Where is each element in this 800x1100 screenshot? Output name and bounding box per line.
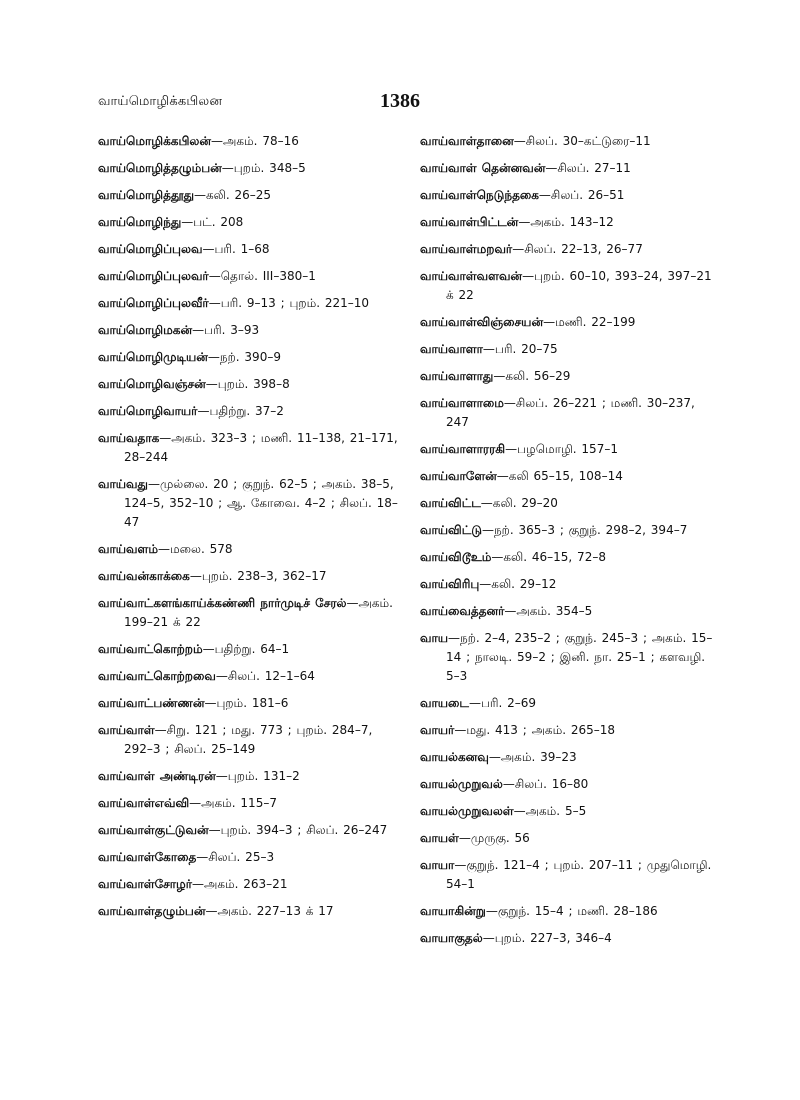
entry-separator: —: [197, 404, 210, 418]
index-entry: [420, 575, 720, 594]
entry-separator: —: [468, 696, 481, 710]
index-entry: [420, 340, 720, 359]
entry-headword: வாய்வாளேன்: [420, 469, 497, 483]
index-entry: [98, 267, 398, 286]
index-entry: [420, 267, 720, 305]
entry-references: அகம். 115–7: [201, 796, 277, 810]
entry-headword: வாய்வாள்குட்டுவன்: [98, 823, 209, 837]
entry-separator: —: [158, 542, 171, 556]
entry-references: அகம். 323–3 ; மணி. 11–138, 21–171, 28–244: [124, 431, 398, 464]
entry-separator: —: [482, 931, 495, 945]
index-entry: [98, 321, 398, 340]
entry-references: பதிற்று. 37–2: [209, 404, 284, 418]
index-entry: [420, 394, 720, 432]
entry-references: நற். 2–4, 235–2 ; குறுந். 245–3 ; அகம். 15–14 ; நாலடி. 59–2 ; இனி. நா. 25–1 ; களவழி. 5–3: [446, 631, 713, 683]
index-entry: [420, 629, 720, 686]
index-entry: [98, 240, 398, 259]
entry-references: அகம். 78–16: [223, 134, 299, 148]
entry-references: முல்லை. 20 ; குறுந். 62–5 ; அகம். 38–5, 124–5, 352–10 ; ஆ. கோவை. 4–2 ; சிலப். 18–47: [124, 477, 398, 529]
entry-separator: —: [503, 396, 516, 410]
entry-references: அகம். 227–13 க் 17: [217, 904, 334, 918]
entry-separator: —: [513, 134, 526, 148]
entry-headword: வாய்வாள்மறவர்: [420, 242, 513, 256]
entry-separator: —: [485, 904, 498, 918]
entry-headword: வாய்மொழிப்புலவ: [98, 242, 203, 256]
entry-headword: வாயல்முறுவலள்: [420, 804, 514, 818]
entry-separator: —: [159, 431, 172, 445]
entry-references: கலி 65–15, 108–14: [508, 469, 623, 483]
entry-references: பட். 208: [193, 215, 244, 229]
entry-references: அகம். 263–21: [203, 877, 288, 891]
index-entry: [420, 929, 720, 948]
entry-separator: —: [491, 550, 504, 564]
entry-headword: வாய்வதாக: [98, 431, 160, 445]
entry-separator: —: [488, 750, 501, 764]
index-entry: [420, 313, 720, 332]
entry-headword: வாயர்: [420, 723, 455, 737]
entry-headword: வாய்வாள்எவ்வி: [98, 796, 190, 810]
entry-references: மது. 413 ; அகம். 265–18: [466, 723, 616, 737]
entry-headword: வாயல்கனவு: [420, 750, 489, 764]
entry-separator: —: [454, 723, 467, 737]
entry-headword: வாய: [420, 631, 449, 645]
index-entry: [98, 132, 398, 151]
index-entry: [420, 602, 720, 621]
index-entry: [420, 802, 720, 821]
entry-headword: வாய்வளம்: [98, 542, 159, 556]
index-entry: [420, 521, 720, 540]
index-entry: [98, 767, 398, 786]
entry-headword: வாய்வைத்தனர்: [420, 604, 505, 618]
entry-references: புறம். 131–2: [227, 769, 300, 783]
entry-separator: —: [518, 215, 531, 229]
index-entry: [420, 467, 720, 486]
index-entry: [98, 902, 398, 921]
entry-references: சிலப். 22–13, 26–77: [524, 242, 643, 256]
entry-headword: வாயடை: [420, 696, 469, 710]
index-entry: [420, 775, 720, 794]
entry-references: நற். 390–9: [219, 350, 281, 364]
entry-separator: —: [479, 577, 492, 591]
entry-references: புறம். 348–5: [233, 161, 306, 175]
index-entry: [420, 856, 720, 894]
entry-headword: வாயாகின்று: [420, 904, 486, 918]
entry-references: கலி. 26–25: [206, 188, 272, 202]
entry-references: கலி. 29–12: [491, 577, 557, 591]
entry-headword: வாய்வாளாது: [420, 369, 494, 383]
index-entry: [420, 694, 720, 713]
index-entry: [98, 848, 398, 867]
index-entry: [98, 402, 398, 421]
entry-separator: —: [496, 469, 509, 483]
entry-separator: —: [346, 596, 359, 610]
index-entry: [420, 902, 720, 921]
index-entry: [98, 594, 398, 632]
entry-headword: வாய்மொழிவஞ்சன்: [98, 377, 206, 391]
index-entry: [98, 475, 398, 532]
index-entry: [420, 159, 720, 178]
index-entry: [98, 821, 398, 840]
entry-headword: வாய்மொழிமகன்: [98, 323, 193, 337]
entry-references: சிலப். 27–11: [557, 161, 631, 175]
entry-headword: வாய்வாள்விஞ்சையன்: [420, 315, 544, 329]
index-entry: [98, 794, 398, 813]
entry-references: பரி. 20–75: [494, 342, 558, 356]
entry-headword: வாய்விட்டு: [420, 523, 482, 537]
entry-headword: வாய்வாட்களங்காய்க்கண்ணி நார்முடிச் சேரல்: [98, 596, 347, 610]
entry-headword: வாய்வாட்பண்ணன்: [98, 696, 205, 710]
entry-headword: வாயா: [420, 858, 455, 872]
entry-references: அகம். 354–5: [516, 604, 593, 618]
entry-headword: வாய்வாள்நெடுந்தகை: [420, 188, 539, 202]
entry-headword: வாய்வன்காக்கை: [98, 569, 190, 583]
entry-references: கலி. 56–29: [505, 369, 571, 383]
right-column: [420, 132, 720, 956]
entry-separator: —: [545, 161, 558, 175]
index-entry: [98, 567, 398, 586]
entry-headword: வாய்வாட்கொற்றம்: [98, 642, 203, 656]
entry-separator: —: [512, 242, 525, 256]
entry-references: புறம். 181–6: [216, 696, 289, 710]
entry-separator: —: [205, 904, 218, 918]
entry-separator: —: [196, 850, 209, 864]
entry-separator: —: [448, 631, 461, 645]
entry-headword: வாய்மொழிவாயர்: [98, 404, 198, 418]
index-entry: [98, 375, 398, 394]
entry-separator: —: [221, 161, 234, 175]
entry-separator: —: [202, 642, 215, 656]
entry-headword: வாய்வாளா: [420, 342, 483, 356]
entry-references: மலை. 578: [170, 542, 233, 556]
entry-headword: வாய்வாளாரரகி: [420, 442, 506, 456]
entry-references: புறம். 227–3, 346–4: [494, 931, 612, 945]
entry-references: பரி. 1–68: [214, 242, 270, 256]
index-entry: [420, 721, 720, 740]
entry-references: சிறு. 121 ; மது. 773 ; புறம். 284–7, 292–3 ; சிலப். 25–149: [124, 723, 373, 756]
entry-separator: —: [458, 831, 471, 845]
entry-separator: —: [522, 269, 535, 283]
entry-separator: —: [181, 215, 194, 229]
entry-headword: வாய்வாள்தானை: [420, 134, 514, 148]
entry-separator: —: [493, 369, 506, 383]
index-entry: [98, 294, 398, 313]
entry-separator: —: [211, 134, 224, 148]
index-entry: [98, 186, 398, 205]
entry-references: பதிற்று. 64–1: [214, 642, 290, 656]
index-entry: [98, 348, 398, 367]
entry-headword: வாய்வது: [98, 477, 148, 491]
entry-headword: வாய்வாள் தென்னவன்: [420, 161, 546, 175]
index-entry: [420, 132, 720, 151]
entry-headword: வாயள்: [420, 831, 459, 845]
entry-separator: —: [192, 323, 205, 337]
entry-references: பரி. 3–93: [204, 323, 260, 337]
entry-references: நற். 365–3 ; குறுந். 298–2, 394–7: [493, 523, 688, 537]
entry-headword: வாய்வாள்வளவன்: [420, 269, 523, 283]
entry-headword: வாய்வாள்: [98, 723, 155, 737]
index-entry: [420, 367, 720, 386]
entry-headword: வாய்வாள்தழும்பன்: [98, 904, 206, 918]
entry-headword: வாய்மொழிப்புலவீர்: [98, 296, 209, 310]
entry-separator: —: [454, 858, 467, 872]
index-entry: [420, 494, 720, 513]
entry-references: சிலப். 12–1–64: [227, 669, 315, 683]
entry-separator: —: [513, 804, 526, 818]
index-entry: [420, 548, 720, 567]
index-entry: [98, 721, 398, 759]
entry-references: கலி. 46–15, 72–8: [503, 550, 606, 564]
index-entry: [420, 240, 720, 259]
entry-references: அகம். 5–5: [525, 804, 587, 818]
index-entry: [98, 694, 398, 713]
index-entry: [98, 159, 398, 178]
entry-headword: வாய்வாள்பிட்டன்: [420, 215, 519, 229]
entry-headword: வாய்விட்ட: [420, 496, 481, 510]
entry-headword: வாய்மொழித்தூது: [98, 188, 194, 202]
entry-references: பழமொழி. 157–1: [517, 442, 618, 456]
entry-headword: வாய்வாட்கொற்றவை: [98, 669, 216, 683]
entry-headword: வாய்மொழிக்கபிலன்: [98, 134, 212, 148]
index-entry: [98, 875, 398, 894]
entry-separator: —: [207, 350, 220, 364]
entry-references: மணி. 22–199: [555, 315, 636, 329]
entry-separator: —: [208, 823, 221, 837]
entry-separator: —: [189, 796, 202, 810]
index-entry: [98, 640, 398, 659]
entry-references: குறுந். 15–4 ; மணி. 28–186: [497, 904, 658, 918]
entry-references: அகம். 39–23: [500, 750, 577, 764]
entry-references: புறம். 60–10, 393–24, 397–21 க் 22: [446, 269, 712, 302]
entry-headword: வாய்வாள்சோழர்: [98, 877, 192, 891]
entry-headword: வாய்வாளாமை: [420, 396, 504, 410]
entry-references: புறம். 394–3 ; சிலப். 26–247: [220, 823, 388, 837]
entry-headword: வாய்மொழித்தழும்பன்: [98, 161, 222, 175]
entry-separator: —: [215, 769, 228, 783]
entry-separator: —: [482, 342, 495, 356]
entry-headword: வாயாகுதல்: [420, 931, 483, 945]
entry-references: அகம். 143–12: [530, 215, 614, 229]
entry-headword: வாய்விடூஉம்: [420, 550, 492, 564]
index-entry: [98, 213, 398, 232]
entry-separator: —: [205, 377, 218, 391]
entry-references: சிலப். 30–கட்டுரை–11: [525, 134, 651, 148]
entry-references: சிலப். 16–80: [514, 777, 589, 791]
entry-headword: வாய்வாள்கோதை: [98, 850, 197, 864]
entry-headword: வாய்மொழிமுடியன்: [98, 350, 208, 364]
page-number: 1386: [380, 90, 420, 112]
entry-separator: —: [147, 477, 160, 491]
entry-headword: வாய்வாள் அண்டிரன்: [98, 769, 216, 783]
entry-references: கலி. 29–20: [492, 496, 558, 510]
entry-references: தொல். III–380–1: [220, 269, 316, 283]
entry-separator: —: [502, 777, 515, 791]
index-entry: [98, 667, 398, 686]
entry-separator: —: [202, 242, 215, 256]
index-entry: [420, 213, 720, 232]
entry-headword: வாய்விரிபு: [420, 577, 480, 591]
entry-references: சிலப். 26–221 ; மணி. 30–237, 247: [446, 396, 695, 429]
entry-references: பரி. 9–13 ; புறம். 221–10: [220, 296, 370, 310]
index-entry: [420, 748, 720, 767]
entry-separator: —: [189, 569, 202, 583]
entry-separator: —: [204, 696, 217, 710]
entry-headword: வாய்மொழிப்புலவர்: [98, 269, 209, 283]
entry-separator: —: [481, 523, 494, 537]
entry-references: அகம். 199–21 க் 22: [124, 596, 393, 629]
entry-references: சிலப். 25–3: [208, 850, 275, 864]
entry-separator: —: [504, 604, 517, 618]
left-column: [98, 132, 398, 929]
entry-references: புறம். 238–3, 362–17: [201, 569, 327, 583]
entry-references: பரி. 2–69: [480, 696, 537, 710]
entry-separator: —: [505, 442, 518, 456]
index-entry: [420, 186, 720, 205]
index-entry: [98, 429, 398, 467]
index-entry: [420, 440, 720, 459]
entry-separator: —: [543, 315, 556, 329]
entry-headword: வாய்மொழிந்து: [98, 215, 182, 229]
entry-references: புறம். 398–8: [217, 377, 290, 391]
entry-references: சிலப். 26–51: [550, 188, 625, 202]
entry-separator: —: [480, 496, 493, 510]
entry-separator: —: [208, 269, 221, 283]
index-entry: [420, 829, 720, 848]
entry-separator: —: [191, 877, 204, 891]
entry-separator: —: [208, 296, 221, 310]
entry-separator: —: [194, 188, 206, 202]
running-head: வாய்மொழிக்கபிலன: [98, 94, 223, 109]
index-entry: [98, 540, 398, 559]
entry-separator: —: [154, 723, 167, 737]
entry-headword: வாயல்முறுவல்: [420, 777, 503, 791]
entry-references: குறுந். 121–4 ; புறம். 207–11 ; முதுமொழி. 54–1: [446, 858, 712, 891]
entry-separator: —: [538, 188, 551, 202]
entry-references: முருகு. 56: [470, 831, 530, 845]
entry-separator: —: [215, 669, 228, 683]
